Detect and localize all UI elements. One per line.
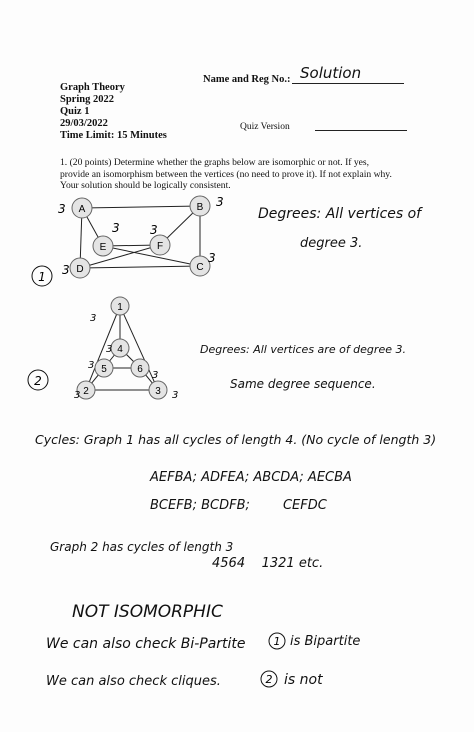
- vertex-label: A: [78, 204, 86, 215]
- degrees-note-graph1-line1: Degrees: All vertices of: [258, 206, 422, 222]
- degree-label: 3: [150, 223, 158, 237]
- degree-label: 3: [88, 360, 95, 371]
- vertex-label: 3: [155, 386, 161, 397]
- quiz-number: Quiz 1: [60, 106, 90, 117]
- edge-d-c: [80, 266, 200, 268]
- vertex-label: E: [99, 242, 107, 253]
- degree-label: 3: [62, 263, 70, 277]
- bipartite-answer: is Bipartite: [290, 634, 361, 649]
- graph2-cycles-examples: 4564 1321 etc.: [212, 556, 324, 571]
- edge-a-b: [82, 206, 200, 208]
- cycles-note-line2: AEFBA; ADFEA; ABCDA; AECBA: [150, 470, 352, 485]
- degrees-note-graph2-line2: Same degree sequence.: [230, 377, 376, 391]
- vertex-label: 1: [117, 302, 123, 313]
- quiz-date: 29/03/2022: [60, 118, 108, 129]
- graph2-number: 2: [34, 374, 42, 388]
- degree-label: 3: [58, 202, 66, 216]
- vertex-label: 5: [101, 364, 107, 375]
- vertex-label: D: [76, 264, 84, 275]
- graph1-number: 1: [38, 270, 46, 284]
- graph2-cycles-note: Graph 2 has cycles of length 3: [50, 540, 234, 554]
- vertex-label: B: [196, 202, 204, 213]
- bipartite-graph-number: 1: [273, 635, 281, 648]
- term: Spring 2022: [60, 94, 114, 105]
- name-label: Name and Reg No.:: [203, 74, 291, 85]
- degree-label: 3: [216, 195, 224, 209]
- cycles-note-line3: BCEFB; BCDFB; CEFDC: [150, 498, 327, 513]
- degree-label: 3: [112, 221, 120, 235]
- vertex-label: 4: [117, 344, 123, 355]
- cliques-answer: is not: [284, 672, 323, 688]
- vertex-label: 2: [83, 386, 89, 397]
- edge-f-d: [80, 245, 160, 268]
- degree-label: 3: [208, 251, 216, 265]
- degree-label: 3: [90, 313, 97, 324]
- time-limit: Time Limit: 15 Minutes: [60, 130, 167, 141]
- vertex-label: C: [196, 262, 204, 273]
- vertex-label: 6: [137, 364, 143, 375]
- degree-label: 3: [106, 344, 113, 355]
- quiz-version-label: Quiz Version: [240, 122, 290, 132]
- conclusion: NOT ISOMORPHIC: [72, 602, 223, 622]
- question-text: 1. (20 points) Determine whether the graphs below are isomorphic or not. If yes, provide an isomorphism between the vertices (no need to prove it). If not explain why. Your solution should be logically consistent.: [60, 157, 392, 192]
- degree-label: 3: [74, 390, 81, 401]
- degrees-note-graph1-line2: degree 3.: [300, 236, 363, 251]
- cliques-graph-number: 2: [265, 673, 273, 686]
- degree-label: 3: [152, 370, 159, 381]
- degree-label: 3: [172, 390, 179, 401]
- degrees-note-graph2-line1: Degrees: All vertices are of degree 3.: [200, 343, 406, 356]
- cycles-note-line1: Cycles: Graph 1 has all cycles of length 4. (No cycle of length 3): [35, 432, 437, 447]
- cliques-note: We can also check cliques.: [46, 674, 221, 689]
- vertex-label: F: [156, 241, 164, 252]
- course-title: Graph Theory: [60, 82, 125, 93]
- bipartite-note: We can also check Bi-Partite: [46, 636, 246, 652]
- name-value: Solution: [300, 64, 362, 82]
